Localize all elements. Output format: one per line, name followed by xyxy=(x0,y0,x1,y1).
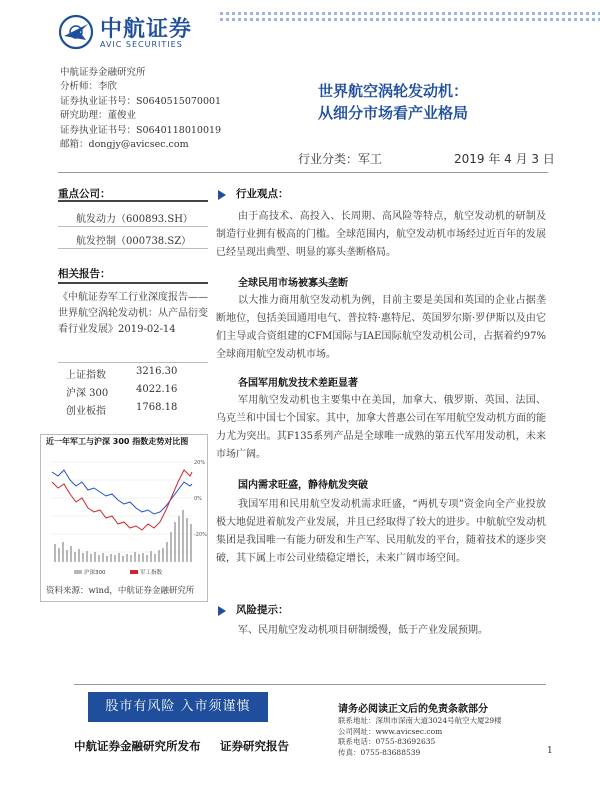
index-name: 创业板指 xyxy=(66,406,106,417)
paragraph-civil: 以大推力商用航空发动机为例，目前主要是美国和英国的企业占据垄断地位，包括美国通用电气、普拉特·惠特尼、英国罗尔斯·罗伊斯以及由它们主导或合资组建的CFM国际与IAE国际航空发动机公司，占据着约97%全球商用航空发动机市场。 xyxy=(216,295,546,360)
report-title-line2: 从细分市场看产业格局 xyxy=(318,104,469,122)
contact-info xyxy=(338,716,502,758)
section-rule xyxy=(58,282,208,284)
header-dot-pattern xyxy=(220,12,600,24)
row-divider xyxy=(58,248,208,249)
key-companies-heading: 重点公司： xyxy=(58,188,111,200)
page-number: 1 xyxy=(547,746,553,756)
related-reports-heading: 相关报告： xyxy=(58,268,111,280)
index-value: 3216.30 xyxy=(136,366,178,377)
assistant-name: 研究助理：董俊业 xyxy=(60,110,137,122)
industry-view-heading: 行业观点： xyxy=(236,188,289,200)
legend-military: 军工指数 xyxy=(140,570,163,576)
trend-chart-plot xyxy=(44,452,207,580)
svg-text:-20%: -20% xyxy=(194,532,207,538)
analyst-info xyxy=(60,66,221,152)
index-name: 沪深 300 xyxy=(66,388,109,399)
index-row xyxy=(66,366,206,381)
paragraph-domestic: 我国军用和民用航空发动机需求旺盛，“两机专项”资金向全产业投放极大地促进着航发产业发展，并且已经取得了较大的进步。中航航空发动机集团是我国唯一有能力研发和生产军、民用航发的平台，随着技术的逐步突破，其下属上市公司业绩稳定增长，未来广阔市场空间。 xyxy=(216,499,546,564)
report-title xyxy=(318,80,468,124)
index-value: 1768.18 xyxy=(136,402,178,413)
bullet-arrow-icon xyxy=(218,606,226,616)
row-divider xyxy=(58,226,208,227)
contact-fax: 传真：0755-83688539 xyxy=(338,747,421,757)
risk-warning-banner: 股市有风险 入市须谨慎 xyxy=(88,692,268,722)
subheading-military: 各国军用航发技术差距显著 xyxy=(238,378,358,389)
section-rule xyxy=(58,200,208,202)
report-title-line1: 世界航空涡轮发动机： xyxy=(318,82,469,100)
footer-divider xyxy=(74,684,546,685)
publisher-label: 中航证券金融研究所发布 xyxy=(74,739,201,753)
company-item: 航发动力（600893.SH） xyxy=(76,214,193,225)
svg-text:0%: 0% xyxy=(194,496,202,502)
report-type-label: 证券研究报告 xyxy=(220,739,289,753)
chart-source: 资料来源：wind，中航证券金融研究所 xyxy=(46,586,195,596)
industry-view-paragraph: 由于高技术、高投入、长周期、高风险等特点，航空发动机的研制及制造行业拥有极高的门槛。全球范围内，航空发动机市场经过近百年的发展已经呈现出典型、明显的寡头垄断格局。 xyxy=(216,211,546,258)
report-date: 2019 年 4 月 3 日 xyxy=(454,152,555,166)
contact-website[interactable]: 公司网址：www.avicsec.com xyxy=(338,726,443,736)
avic-logo-icon xyxy=(58,14,94,50)
analyst-cert: 证券执业证书号：S0640515070001 xyxy=(60,95,222,107)
index-name: 上证指数 xyxy=(66,370,106,381)
institute-name: 中航证券金融研究所 xyxy=(60,67,146,78)
contact-address: 联系地址：深圳市深南大道3024号航空大厦29楼 xyxy=(338,716,502,725)
disclaimer-title: 请务必阅读正文后的免责条款部分 xyxy=(338,704,488,715)
subheading-civil: 全球民用市场被寡头垄断 xyxy=(238,278,348,289)
index-row xyxy=(66,384,206,399)
industry-classification: 行业分类：军工 xyxy=(298,152,383,166)
legend-hs300: 沪深300 xyxy=(84,570,106,576)
contact-phone: 联系电话：0755-83692635 xyxy=(338,737,436,746)
bullet-arrow-icon xyxy=(218,190,226,200)
row-divider xyxy=(58,362,208,363)
email-link[interactable]: 邮箱：dongjy@avicsec.com xyxy=(60,139,189,151)
index-value: 4022.16 xyxy=(136,384,178,395)
risk-paragraph: 军、民用航空发动机项目研制缓慢，低于产业发展预期。 xyxy=(238,625,488,636)
subheading-domestic: 国内需求旺盛，静待航发突破 xyxy=(238,480,368,491)
related-report-link[interactable]: 《中航证券军工行业深度报告——世界航空涡轮发动机：从产品衍变看行业发展》2019-02-14 xyxy=(58,292,208,335)
chart-title: 近一年军工与沪深 300 指数走势对比图 xyxy=(46,437,189,446)
svg-text:20%: 20% xyxy=(194,460,206,466)
paragraph-military: 军用航空发动机也主要集中在美国，加拿大、俄罗斯、英国、法国、乌克兰和中国七个国家。其中，加拿大普惠公司在军用航空发动机方面的能力尤为突出。其F135系列产品是全球唯一成熟的第五代军用发动机，未来市场广阔。 xyxy=(216,395,546,460)
company-item: 航发控制（000738.SZ） xyxy=(76,236,192,247)
assistant-cert: 证券执业证书号：S0640118010019 xyxy=(60,124,222,136)
header-divider xyxy=(58,172,548,173)
index-row xyxy=(66,402,206,417)
logo-text-cn: 中航证券 xyxy=(100,17,193,42)
logo-text-en: AVIC SECURITIES xyxy=(100,40,183,49)
risk-heading: 风险提示： xyxy=(236,604,289,616)
analyst-name: 分析师：李欣 xyxy=(60,81,118,93)
